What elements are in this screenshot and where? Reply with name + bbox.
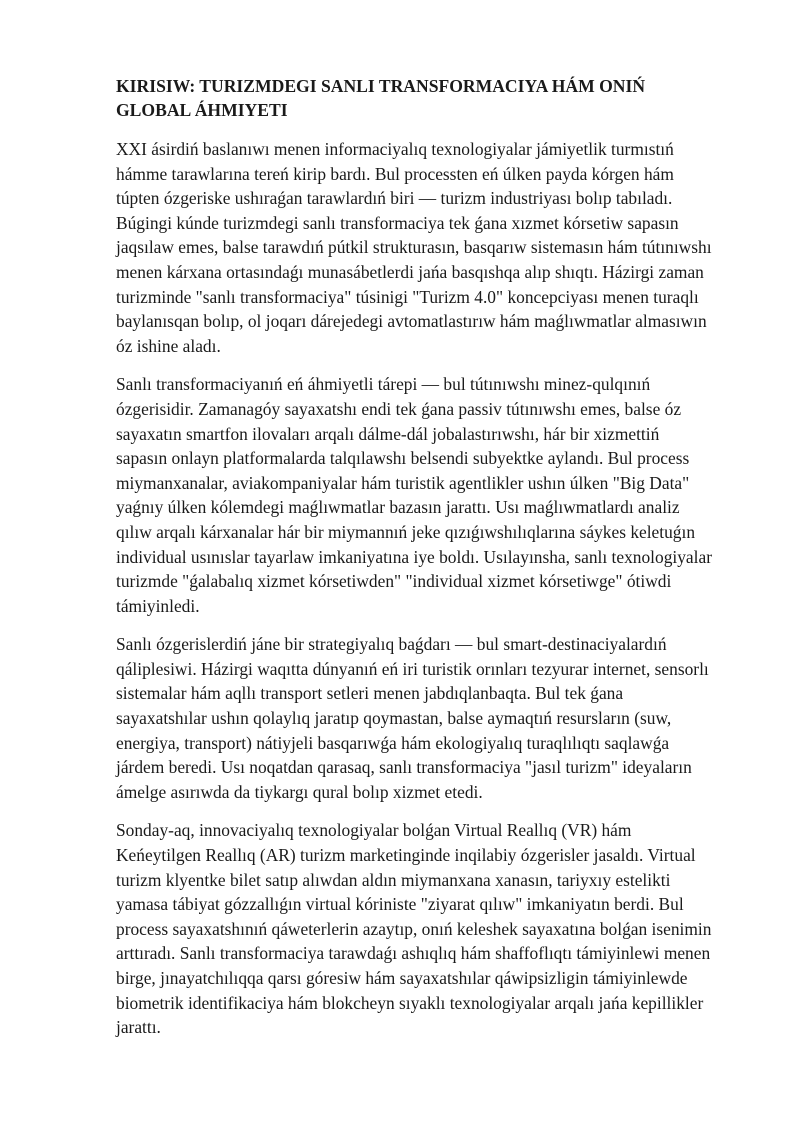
document-page bbox=[116, 74, 712, 1054]
paragraph-1: XXI ásirdiń baslanıwı menen informaciyalıq texnologiyalar jámiyetlik turmıstıń hámme tarawlarına tereń kirip bardı. Bul processten eń úlken payda kórgen hám túpten ózgeriske ushıraǵan tarawlardıń biri — turizm industriyası bolıp tabıladı. Búgingi kúnde turizmdegi sanlı transformaciya tek ǵana xızmet kórsetiw sapasın jaqsılaw emes, balse tarawdıń pútkil strukturasın, basqarıw sistemasın hám tútınıwshı menen kárxana ortasındaǵı munasábetlerdi jańa basqıshqa alıp shıqtı. Házirgi zaman turizminde "sanlı transformaciya" túsinigi "Turizm 4.0" koncepciyası menen turaqlı baylanısqan bolıp, ol joqarı dárejedegi avtomatlastırıw hám maǵlıwmatlar almasıwın óz ishine aladı. bbox=[116, 139, 712, 356]
paragraph-4: Sonday-aq, innovaciyalıq texnologiyalar bolǵan Virtual Reallıq (VR) hám Keńeytilgen Reallıq (AR) turizm marketinginde inqilabiy ózgerisler jasaldı. Virtual turizm klyentke bilet satıp alıwdan aldın miymanxana xanasın, tariyxıy estelikti yamasa tábiyat gózzallıǵın virtual kóriniste "ziyarat qılıw" imkaniyatın berdi. Bul process sayaxatshınıń qáweterlerin azaytıp, onıń keleshek sayaxatına bolǵan isenimin arttıradı. Sanlı transformaciya tarawdaǵı ashıqlıq hám shaffoflıqtı támiyinlewi menen birge, jınayatchılıqqa qarsı góresiw hám sayaxatshılar qáwipsizligin támiyinlewde biometrik identifikaciya hám blokcheyn sıyaklı texnologiyalar arqalı jańa kepillikler jarattı. bbox=[116, 820, 712, 1038]
paragraph-2: Sanlı transformaciyanıń eń áhmiyetli tárepi — bul tútınıwshı minez-qulqınıń ózgerisidir. Zamanagóy sayaxatshı endi tek ǵana passiv tútınıwshı emes, balse óz sayaxatın smartfon ilovaları arqalı dálme-dál jobalastırıwshı, hár bir xizmettiń sapasın onlayn platformalarda talqılawshı belsendi subyektke aylandı. Bul process miymanxanalar, aviakompaniyalar hám turistik agentlikler ushın úlken "Big Data" yaǵnıy úlken kólemdegi maǵlıwmatlar bazasın jarattı. Usı maǵlıwmatlardı analiz qılıw arqalı kárxanalar hár bir miymannıń jeke qızıǵıwshılıqlarına sáykes keletuǵın individual usınıslar tayarlaw imkaniyatına iye boldı. Usılayınsha, sanlı texnologiyalar turizmde "ǵalabalıq xizmet kórsetiwden" "individual xizmet kórsetiwge" ótiwdi támiyinledi. bbox=[116, 374, 712, 616]
document-title: KIRISIW: TURIZMDEGI SANLI TRANSFORMACIYA HÁM ONIŃ GLOBAL ÁHMIYETI bbox=[116, 76, 646, 120]
paragraph-3: Sanlı ózgerislerdiń jáne bir strategiyalıq baǵdarı — bul smart-destinaciyalardıń qáliplesiwi. Házirgi waqıtta dúnyanıń eń iri turistik orınları tezyurar internet, sensorlı sistemalar hám aqllı transport setleri menen jabdıqlanbaqta. Bul tek ǵana sayaxatshılar ushın qolaylıq jaratıp qoymastan, balse aymaqtıń resursların (suw, energiya, transport) nátiyjeli basqarıwǵa hám ekologiyalıq turaqlılıqtı saqlawǵa járdem beredi. Usı noqatdan qarasaq, sanlı transformaciya "jasıl turizm" ideyaların ámelge asırıwda da tiykargı qural bolıp xizmet etedi. bbox=[116, 634, 709, 802]
